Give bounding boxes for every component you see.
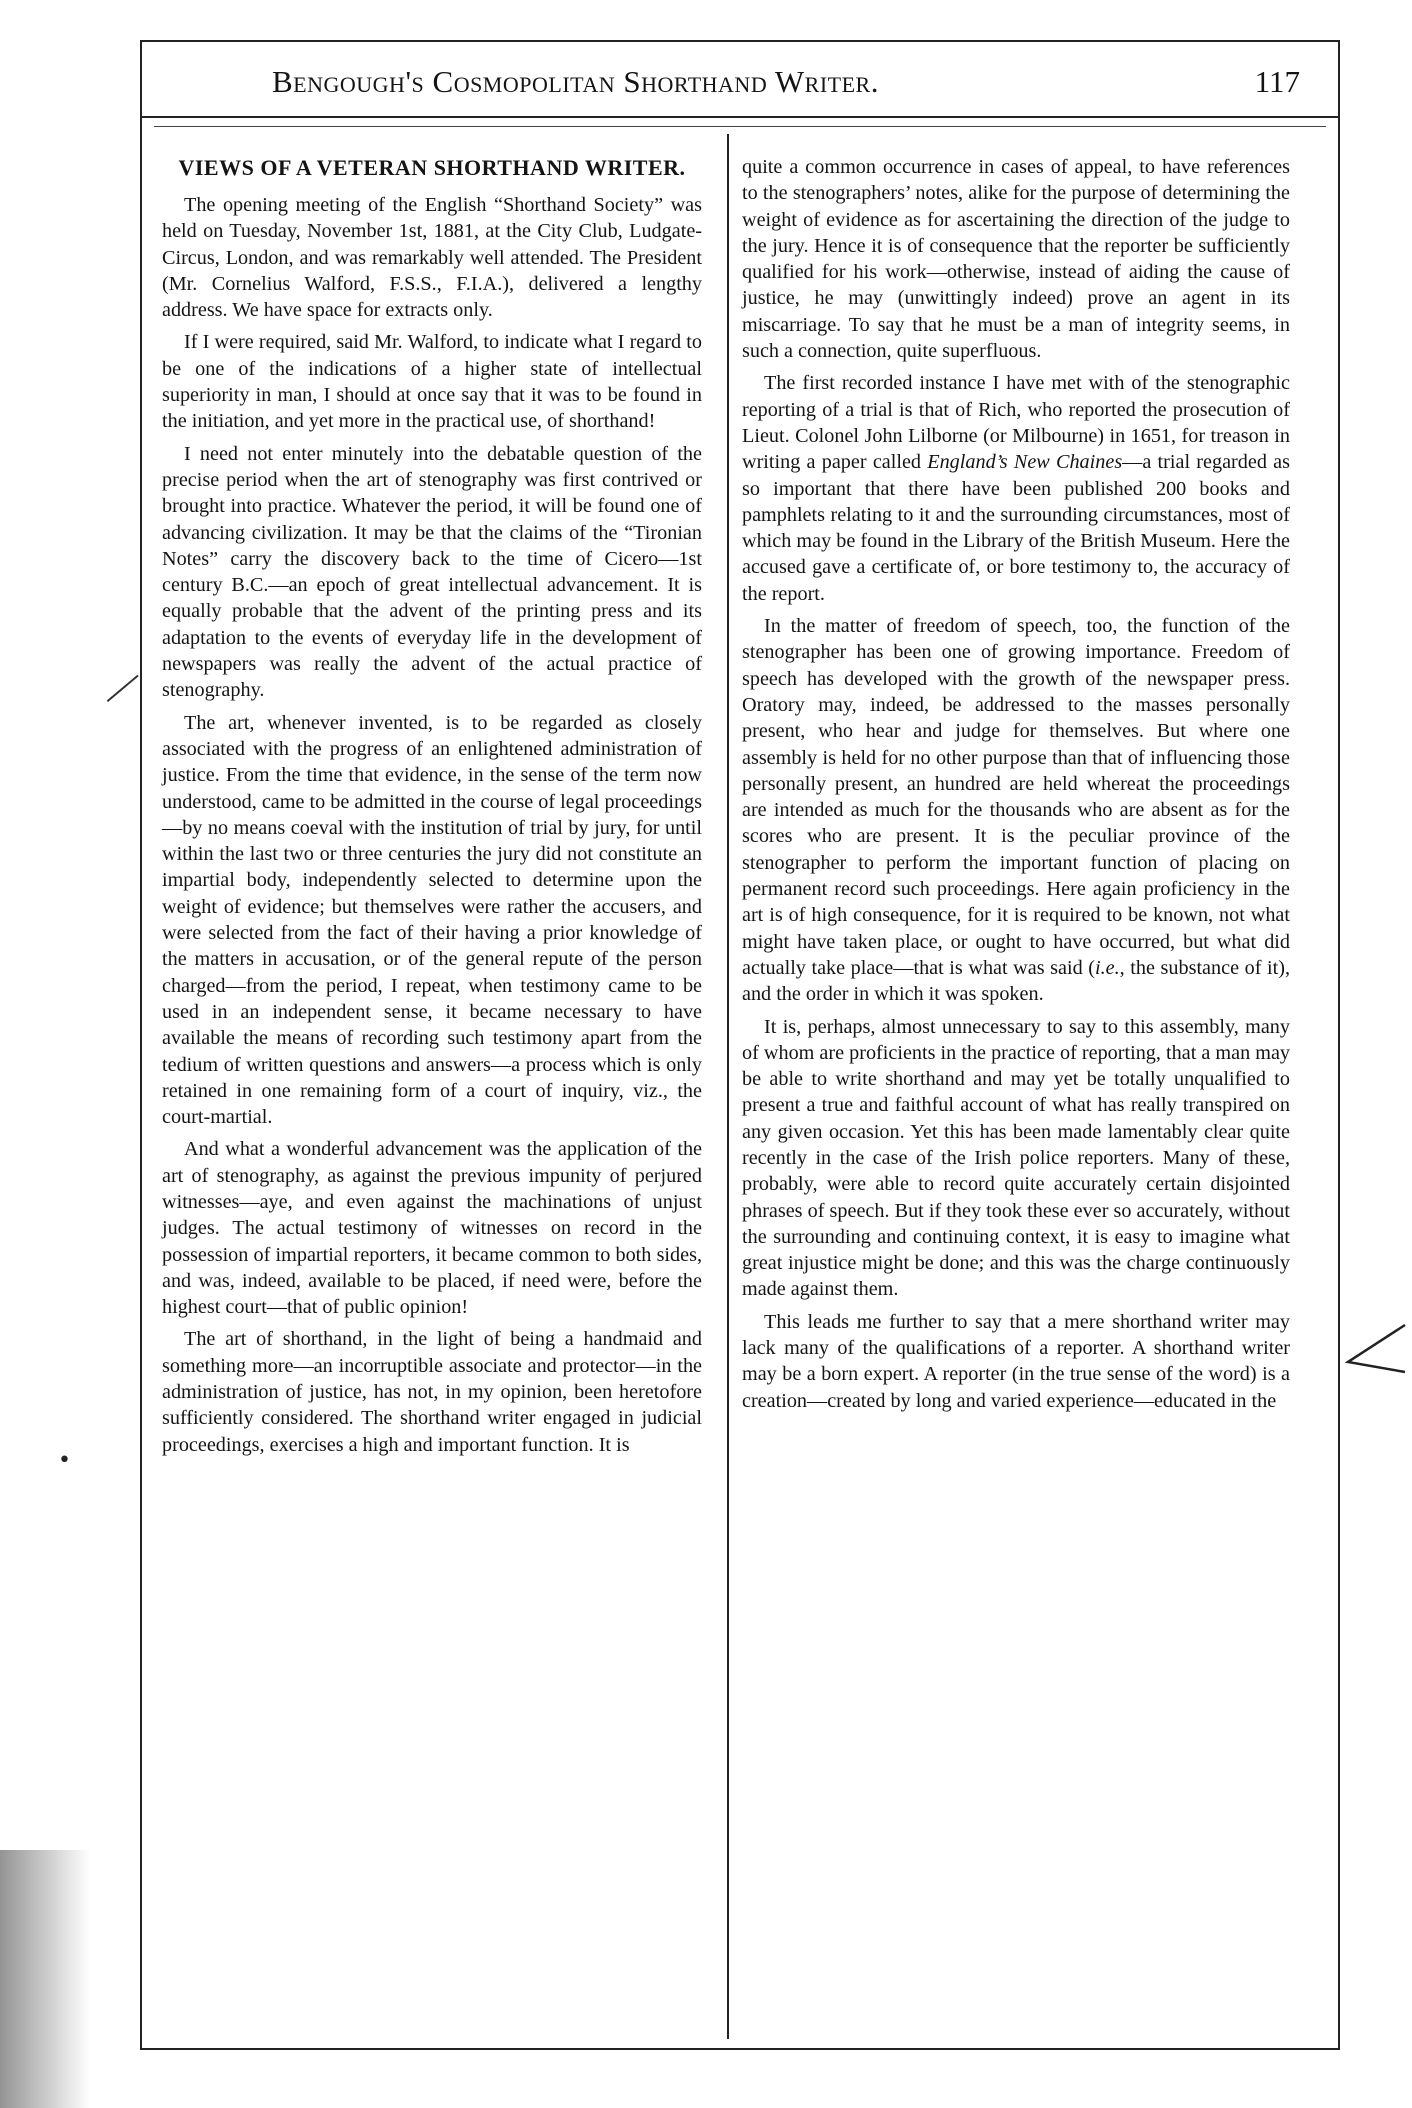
text-run: The first recorded instance I have met with of the stenographic reporting of a trial is that of Rich, who reported the prosecution of Lieut. Colonel John Lilborne (or Milbourne) in 1651, for treason in writing a paper called [742,372,1290,474]
text-run: —a trial regarded as so important that there have been published 200 books and pamphlets relating to it and the surrounding circumstances, most of which may be found in the Library of the British Museum. Here the accused gave a certificate of, or bore testimony to, the accuracy of the report. [742,451,1290,605]
paragraph: The opening meeting of the English “Shorthand Society” was held on Tuesday, November 1st, 1881, at the City Club, Ludgate-Circus, London, and was remarkably well attended. The President (Mr. Cornelius Walford, F.S.S., F.I.A.), delivered a lengthy address. We have space for extracts only. [162,194,702,322]
margin-pencil-mark [107,675,140,704]
column-divider [727,134,729,2039]
italic-title: England’s New Chaines [927,451,1123,474]
article-title: VIEWS OF A VETERAN SHORTHAND WRITER. [178,155,686,180]
text-run: , the substance of it), and the order in which it was spoken. [742,956,1291,1006]
running-header [142,42,1338,118]
margin-bracket-mark [1340,1320,1410,1380]
paragraph: The art of shorthand, in the light of being a handmaid and something more—an incorruptible associate and protector—in the administration of justice, has not, in my opinion, been heretofore sufficiently considered. The shorthand writer engaged in judicial proceedings, exercises a high and important function. It is [162,1328,702,1456]
right-column [742,154,1290,1420]
margin-dot-mark: • [58,1448,71,1473]
page-number: 117 [1254,64,1300,99]
text-run: In the matter of freedom of speech, too, the function of the stenographer has been one of growing importance. Freedom of speech has developed with the growth of the newspaper press. Oratory may, indeed, be addressed to the masses personally present, who hear and judge for themselves. But where one assembly is held for no other purpose than that of influencing those personally present, an hundred are held whereat the proceedings are intended as much for the thousands who are absent as for the scores who are present. It is the peculiar province of the stenographer to perform the important function of placing on permanent record such proceedings. Here again proficiency in the art is of high consequence, for it is required to be known, not what might have taken place, or ought to have occurred, but what did actually take place—that is what was said ( [742,615,1290,979]
page-frame [140,40,1340,2050]
paragraph: The art, whenever invented, is to be regarded as closely associated with the progress of an enlightened administration of justice. From the time that evidence, in the sense of the term now understood, came to be admitted in the course of legal proceedings—by no means coeval with the institution of trial by jury, for until within the last two or three centuries the jury did not constitute an impartial body, independently selected to determine upon the weight of evidence; but themselves were rather the accusers, and were selected from the fact of their having a prior knowledge of the matters in accusation, or of the general repute of the person charged—from the period, I repeat, when testimony came to be used in an independent sense, it became necessary to have available the means of recording such testimony apart from the tedium of written questions and answers—a process which is only retained in one remaining form of a court of inquiry, viz., the court-martial. [162,711,702,1129]
left-column [162,154,702,1464]
paragraph: quite a common occurrence in cases of appeal, to have references to the stenographers’ notes, alike for the purpose of determining the weight of evidence as for ascertaining the direction of the judge to the jury. Hence it is of consequence that the reporter be sufficiently qualified for his work—otherwise, instead of aiding the cause of justice, he may (unwittingly indeed) prove an agent in its miscarriage. To say that he must be a man of integrity seems, in such a connection, quite superfluous. [742,156,1290,363]
paragraph: I need not enter minutely into the debatable question of the precise period when the art of stenography was first contrived or brought into practice. Whatever the period, it will be found one of advancing civilization. It may be that the claims of the “Tironian Notes” carry the discovery back to the time of Cicero—1st century B.C.—an epoch of great intellectual advancement. It is equally probable that the advent of the printing press and its adaptation to the events of everyday life in the development of newspapers was really the advent of the actual practice of stenography. [162,442,702,702]
paragraph: If I were required, said Mr. Walford, to indicate what I regard to be one of the indications of a higher state of intellectual superiority in man, I should at once say that it was to be found in the initiation, and yet more in the practical use, of shorthand! [162,331,702,433]
paragraph: It is, perhaps, almost unnecessary to say to this assembly, many of whom are proficients in the practice of reporting, that a man may be able to write shorthand and may yet be totally unqualified to present a true and faithful account of what has really transpired on any given occasion. Yet this has been made lamentably clear quite recently in the case of the Irish police reporters. Many of these, probably, were able to record quite accurately certain disjointed phrases of speech. But if they took these ever so accurately, without the surrounding and continuing context, it is easy to imagine what great injustice might be done; and this was the charge continuously made against them. [742,1015,1290,1301]
paragraph [742,370,1290,607]
italic-abbrev: i.e. [1095,956,1120,979]
paragraph: This leads me further to say that a mere shorthand writer may lack many of the qualifications of a reporter. A shorthand writer may be a born expert. A reporter (in the true sense of the word) is a creation—created by long and varied experience—educated in the [742,1310,1290,1412]
paragraph [742,613,1290,1007]
header-rule [154,126,1326,127]
journal-title: Bengough's Cosmopolitan Shorthand Writer. [272,64,879,99]
scan-edge-shadow [0,1850,90,2108]
paragraph: And what a wonderful advancement was the application of the art of stenography, as against the previous impunity of perjured witnesses—aye, and even against the machinations of unjust judges. The actual testimony of witnesses on record in the possession of impartial reporters, it became common to both sides, and was, indeed, available to be placed, if need were, before the highest court—that of public opinion! [162,1138,702,1319]
